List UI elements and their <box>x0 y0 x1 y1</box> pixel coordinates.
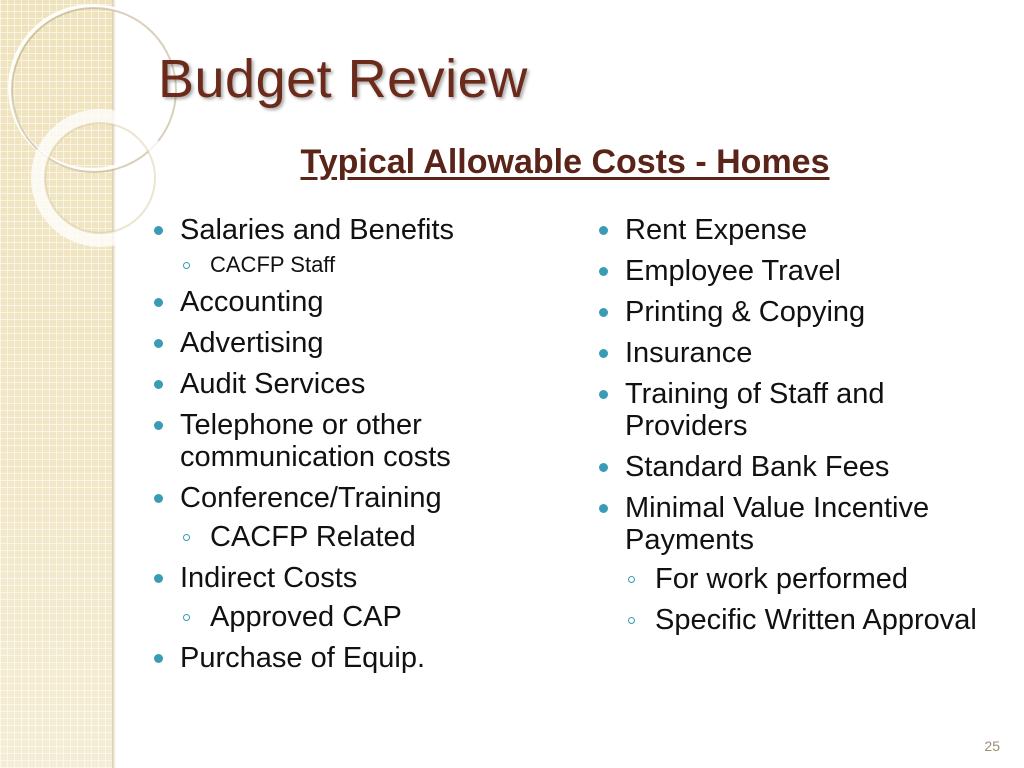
sub-bullet-label: CACFP Staff <box>210 252 336 277</box>
bullet-label: Advertising <box>180 327 324 359</box>
sub-bullet-list <box>180 521 560 553</box>
bullet-dot-icon <box>599 349 608 358</box>
sub-bullet-label: For work performed <box>655 563 909 595</box>
bullet-dot-icon <box>599 267 608 276</box>
bullet-item <box>595 214 1005 246</box>
bullet-dot-icon <box>154 654 163 663</box>
bullet-label: Salaries and Benefits <box>180 214 455 246</box>
bullet-item <box>595 296 1005 328</box>
bullet-item <box>595 492 1005 636</box>
bullet-dot-icon <box>154 494 163 503</box>
bullet-label: Indirect Costs <box>180 562 358 594</box>
bullet-label: Purchase of Equip. <box>180 642 426 674</box>
sub-bullet-item <box>180 601 560 633</box>
bullet-dot-icon <box>599 226 608 235</box>
bullet-dot-icon <box>154 574 163 583</box>
bullet-item <box>150 482 560 553</box>
slide-subtitle: Typical Allowable Costs - Homes <box>300 143 830 181</box>
bullet-label: Insurance <box>625 337 753 369</box>
bullet-dot-icon <box>599 463 608 472</box>
bullet-label: Printing & Copying <box>625 296 866 328</box>
sub-bullet-list <box>180 253 560 277</box>
sub-bullet-label: Approved CAP <box>210 601 402 633</box>
bullet-label: Standard Bank Fees <box>625 451 890 483</box>
bullet-item <box>595 378 1005 442</box>
sub-bullet-ring-icon <box>183 614 190 621</box>
bullet-item <box>150 642 560 674</box>
sub-bullet-ring-icon <box>628 617 635 624</box>
bullet-item <box>150 327 560 359</box>
bullet-dot-icon <box>154 226 163 235</box>
sub-bullet-ring-icon <box>628 576 635 583</box>
sub-bullet-item <box>625 563 1005 595</box>
bullet-dot-icon <box>154 339 163 348</box>
right-bullet-column <box>595 214 1005 645</box>
bullet-dot-icon <box>599 308 608 317</box>
bullet-label: Employee Travel <box>625 255 841 287</box>
bullet-dot-icon <box>154 421 163 430</box>
bullet-item <box>150 409 560 473</box>
sub-bullet-ring-icon <box>183 534 190 541</box>
sub-bullet-item <box>180 253 560 277</box>
bullet-item <box>595 337 1005 369</box>
bullet-label: Rent Expense <box>625 214 808 246</box>
bullet-label: Accounting <box>180 286 324 318</box>
left-bullet-column <box>150 214 560 683</box>
sub-bullet-label: CACFP Related <box>210 521 416 553</box>
bullet-item <box>595 451 1005 483</box>
bullet-label: Minimal Value Incentive Payments <box>625 492 930 556</box>
page-number: 25 <box>984 738 1000 754</box>
bullet-item <box>595 255 1005 287</box>
slide-title: Budget Review <box>158 49 528 109</box>
sub-bullet-item <box>180 521 560 553</box>
bullet-dot-icon <box>154 380 163 389</box>
bullet-item <box>150 562 560 633</box>
bullet-dot-icon <box>599 504 608 513</box>
sub-bullet-list <box>625 563 1005 636</box>
bullet-dot-icon <box>154 298 163 307</box>
bullet-label: Telephone or other communication costs <box>180 409 451 473</box>
bullet-label: Conference/Training <box>180 482 442 514</box>
bullet-item <box>150 286 560 318</box>
sub-bullet-item <box>625 604 1005 636</box>
bullet-label: Audit Services <box>180 368 366 400</box>
sub-bullet-label: Specific Written Approval <box>655 604 977 636</box>
sub-bullet-list <box>180 601 560 633</box>
bullet-item <box>150 368 560 400</box>
bullet-dot-icon <box>599 390 608 399</box>
bullet-label: Training of Staff and Providers <box>625 378 885 442</box>
sub-bullet-ring-icon <box>183 262 190 269</box>
bullet-item <box>150 214 560 277</box>
